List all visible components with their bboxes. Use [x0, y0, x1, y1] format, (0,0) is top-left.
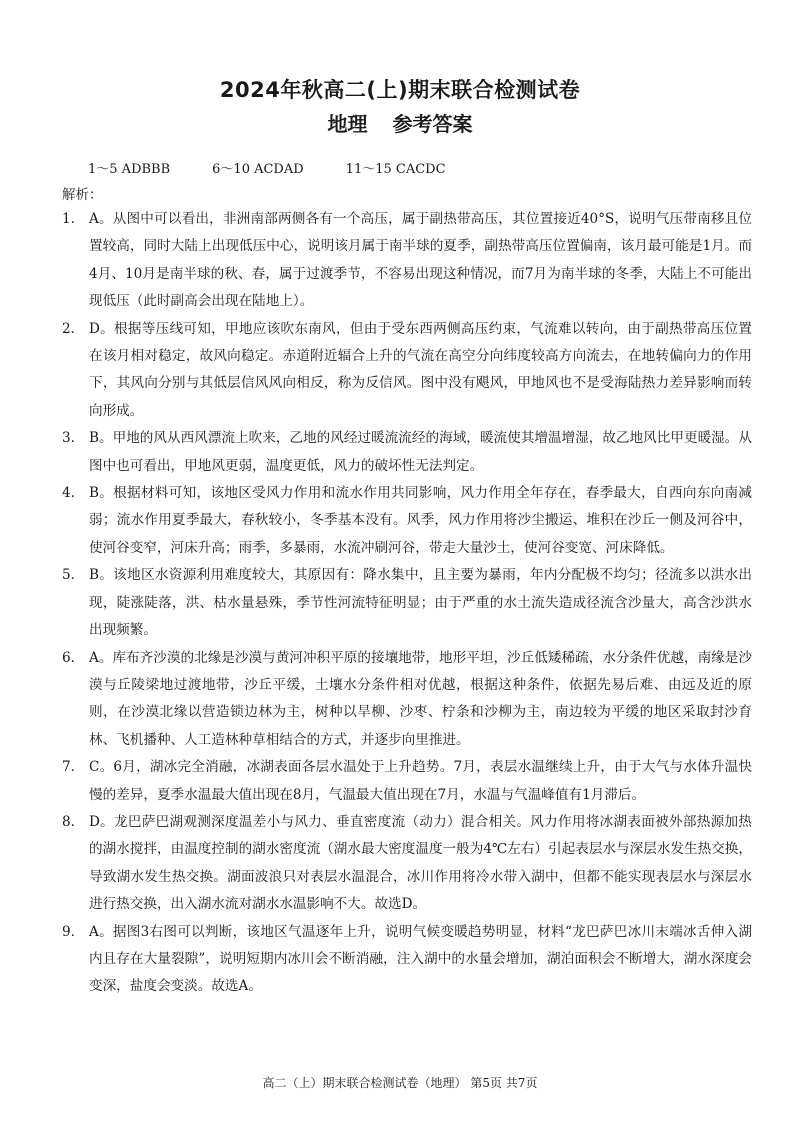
item-number: 3.: [62, 430, 75, 447]
item-text: A。据图3右图可以判断，该地区气温逐年上升，说明气候变暖趋势明显，材料“龙巴萨巴冰川末端冰舌伸入湖内且存在大量裂隙”，说明短期内冰川会不断消融，注入湖中的水量会增加，湖泊面积会不断增大，湖水深度会变深，盐度会变淡。故选A。: [89, 923, 752, 995]
item-number: 5.: [62, 567, 75, 584]
analysis-item: [62, 645, 752, 755]
analysis-item: [62, 919, 752, 1001]
answer-key: [88, 158, 488, 177]
answer-group-1: 1～5 ADBBB: [88, 162, 171, 177]
page-footer: 高二（上）期末联合检测试卷（地理） 第5页 共7页: [262, 1076, 538, 1090]
item-number: 4.: [62, 485, 75, 502]
item-text: D。根据等压线可知，甲地应该吹东南风，但由于受东西两侧高压约束，气流难以转向，由于副热带高压位置在该月相对稳定，故风向稳定。赤道附近辐合上升的气流在高空分向纬度较高方向流去，在地转偏向力的作用下，其风向分别与其低层信风风向相反，称为反信风。图中没有飓风，甲地风也不是受海陆热力差异影响而转向形成。: [89, 320, 752, 419]
item-number: 1.: [62, 211, 75, 227]
answer-group-3: 11～15 CACDC: [345, 162, 446, 177]
analysis-item: [62, 809, 752, 919]
item-number: 9.: [62, 923, 75, 940]
analysis-item: [62, 754, 752, 809]
page-title: 2024年秋高二(上)期末联合检测试卷: [219, 78, 581, 102]
answer-group-2: 6～10 ACDAD: [212, 162, 304, 177]
analysis-list: [62, 206, 752, 1001]
analysis-item: [62, 425, 752, 480]
page-subtitle: 地理 参考答案: [327, 112, 473, 136]
item-text: B。该地区水资源利用难度较大，其原因有：降水集中，且主要为暴雨，年内分配极不均匀；径流多以洪水出现，陡涨陡落，洪、枯水量悬殊，季节性河流特征明显；由于严重的水土流失造成径流含沙量大，高含沙洪水出现频繁。: [89, 567, 752, 639]
item-text: A。从图中可以看出，非洲南部两侧各有一个高压，属于副热带高压，其位置接近40°S，说明气压带南移且位置较高，同时大陆上出现低压中心，说明该月属于南半球的夏季，副热带高压位置偏南，该月最可能是1月。而4月、10月是南半球的秋、春，属于过渡季节，不容易出现这种情况，而7月为南半球的冬季，大陆上不可能出现低压（此时副高会出现在陆地上）。: [89, 211, 752, 310]
item-text: A。库布齐沙漠的北缘是沙漠与黄河冲积平原的接壤地带，地形平坦，沙丘低矮稀疏，水分条件优越，南缘是沙漠与丘陵梁地过渡地带，沙丘平缓，土壤水分条件相对优越，根据这种条件，依据先易后难、由远及近的原则，在沙漠北缘以营造锁边林为主，树种以旱柳、沙枣、柠条和沙柳为主，南边较为平缓的地区采取封沙育林、飞机播种、人工造林种草相结合的方式，并逐步向里推进。: [89, 649, 752, 748]
analysis-item: [62, 480, 752, 562]
analysis-item: [62, 562, 752, 644]
item-number: 7.: [62, 759, 75, 776]
item-number: 6.: [62, 649, 75, 666]
analysis-item: [62, 316, 752, 426]
analysis-label: 解析：: [62, 187, 103, 203]
item-number: 8.: [62, 813, 75, 830]
item-number: 2.: [62, 320, 75, 337]
item-text: C。6月，湖冰完全消融，冰湖表面各层水温处于上升趋势。7月，表层水温继续上升，由于大气与水体升温快慢的差异，夏季水温最大值出现在8月，气温最大值出现在7月，水温与气温峰值有1月滞后。: [89, 759, 752, 803]
item-text: D。龙巴萨巴湖观测深度温差小与风力、垂直密度流（动力）混合相关。风力作用将冰湖表面被外部热源加热的湖水搅拌，由温度控制的湖水密度流（湖水最大密度温度一般为4℃左右）引起表层水与深层水发生热交换，导致湖水发生热交换。湖面波浪只对表层水温混合，冰川作用将冷水带入湖中，但都不能实现表层水与深层水进行热交换，出入湖水流对湖水水温影响不大。故选D。: [89, 813, 752, 913]
item-text: B。根据材料可知，该地区受风力作用和流水作用共同影响，风力作用全年存在，春季最大，自西向东向南减弱；流水作用夏季最大，春秋较小，冬季基本没有。风季，风力作用将沙尘搬运、堆积在沙丘一侧及河谷中，使河谷变窄，河床升高；雨季，多暴雨，水流冲刷河谷，带走大量沙土，使河谷变宽、河床降低。: [89, 485, 752, 556]
item-text: B。甲地的风从西风漂流上吹来，乙地的风经过暖流流经的海域，暖流使其增温增湿，故乙地风比甲更暖湿。从图中也可看出，甲地风更弱，温度更低，风力的破坏性无法判定。: [89, 430, 752, 474]
analysis-item: [62, 206, 752, 316]
